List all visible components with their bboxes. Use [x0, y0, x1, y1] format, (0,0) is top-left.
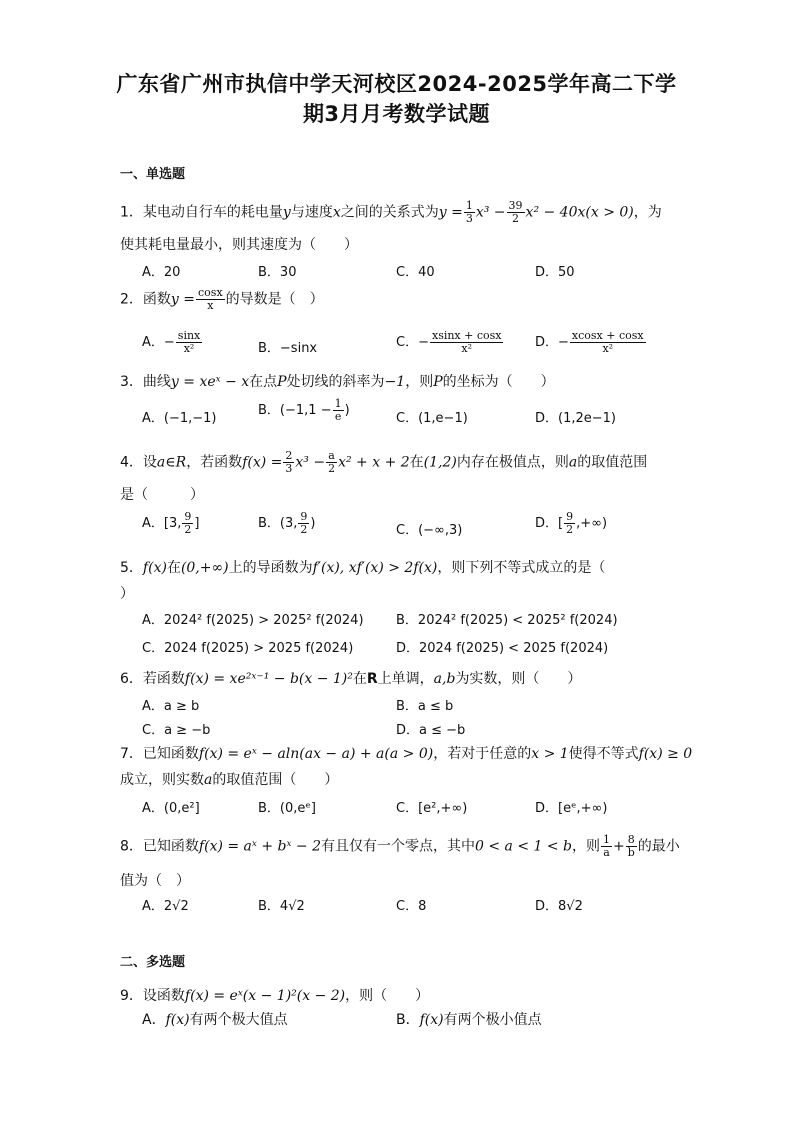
- q1-expr-a: y =: [438, 204, 463, 221]
- q3-option-a: A．(−1,−1): [142, 411, 217, 426]
- q1-option-d: D．50: [535, 265, 575, 280]
- q9-option-b: B．f(x)有两个极小值点: [396, 1012, 542, 1028]
- q4-text-post: 的取值范围: [577, 454, 648, 471]
- question-5-line-1: [120, 557, 605, 577]
- q4-fx: f(x) =: [242, 454, 283, 471]
- q5-option-d: D．2024 f(2025) < 2025 f(2024): [396, 641, 609, 656]
- q6-option-a: A．a ≥ b: [142, 699, 200, 714]
- q3-expr: y = xeˣ − x: [170, 374, 250, 390]
- q3-text-post: 的坐标为（ ）: [442, 374, 555, 390]
- q4-var-a: a: [568, 454, 578, 471]
- question-1-line-1: [120, 200, 662, 225]
- q4-option-c: C．(−∞,3): [396, 523, 463, 538]
- q6-text-mid: 在: [352, 671, 367, 687]
- q6-expr: f(x) = xe²ˣ⁻¹ − b(x − 1)²: [184, 671, 353, 687]
- q7-text-mid2: 使得不等式: [568, 746, 639, 762]
- question-9-line-1: [120, 985, 429, 1005]
- q2-expr: y =: [170, 291, 196, 308]
- q8-frac-1: $\frac{1}{a}$: [603, 833, 610, 859]
- q3-var-p: P: [277, 374, 287, 390]
- q9-expr: f(x) = eˣ(x − 1)²(x − 2): [184, 988, 346, 1004]
- q8-option-d: D．8√2: [535, 899, 583, 914]
- q1-text-mid: 与速度: [290, 204, 333, 221]
- q8-option-c: C．8: [396, 899, 427, 914]
- q6-text: 6．若函数: [120, 671, 185, 687]
- q6-option-b: B．a ≤ b: [396, 699, 454, 714]
- q7-option-c: C．[e²,+∞): [396, 801, 468, 816]
- q3-text-mid: 在点: [249, 374, 278, 390]
- q5-fx: f(x): [142, 560, 167, 576]
- q1-expr-c: x² − 40x(x > 0): [525, 204, 634, 221]
- question-8-line-2: 值为（ ）: [120, 873, 190, 889]
- question-8-line-1: [120, 834, 680, 859]
- question-1-line-2: 使其耗电量最小，则其速度为（ ）: [120, 237, 358, 253]
- q6-text-post: 为实数，则（ ）: [455, 671, 582, 687]
- q4-expr-b: x³ −: [295, 454, 326, 471]
- q5-option-a: A．2024² f(2025) > 2025² f(2024): [142, 613, 364, 628]
- q1-frac-2: $\frac{39}{2}$: [508, 199, 523, 225]
- question-2-line-1: [120, 287, 324, 312]
- q2-option-b: B．−sinx: [258, 341, 318, 356]
- q8-cond: 0 < a < 1 < b: [474, 838, 572, 855]
- q4-text: 4．设: [120, 454, 157, 471]
- question-5-line-2: ）: [120, 586, 134, 602]
- question-4-line-1: [120, 450, 647, 475]
- q2-text-post: 的导数是（ ）: [225, 291, 324, 308]
- q2-text: 2．函数: [120, 291, 171, 308]
- q8-option-a: A．2√2: [142, 899, 189, 914]
- q3-option-d: D．(1,2e−1): [535, 411, 616, 426]
- q6-option-c: C．a ≥ −b: [142, 723, 211, 738]
- q1-option-b: B．30: [258, 265, 297, 280]
- q3-slope: −1: [384, 374, 406, 390]
- q2-option-d: D．− $\frac{xcosx + \cos x}{\text{x²}}$: [535, 329, 644, 355]
- question-7-line-1: [120, 743, 692, 763]
- q1-option-c: C．40: [396, 265, 435, 280]
- q5-number: 5．: [120, 560, 143, 576]
- q7-text-line2: 成立，则实数: [120, 772, 204, 788]
- q7-option-d: D．[eᵉ,+∞): [535, 801, 608, 816]
- q1-text-post: ，为: [633, 204, 662, 221]
- q6-text-mid2: 上单调，: [377, 671, 434, 687]
- question-3-line-1: [120, 371, 555, 391]
- q2-option-a: A．− $\frac{\sin x}{\text{x²}}$: [142, 329, 201, 355]
- q5-option-b: B．2024² f(2025) < 2025² f(2024): [396, 613, 618, 628]
- q1-var-x: x: [332, 204, 341, 221]
- q7-text-line2-post: 的取值范围（ ）: [212, 772, 339, 788]
- q9-text-post: ，则（ ）: [345, 988, 430, 1004]
- section-heading-single-choice: 一、单选题: [120, 167, 186, 182]
- q7-var-a: a: [204, 772, 213, 788]
- title-line-2: 期3月月考数学试题: [302, 102, 491, 126]
- q8-text: 8．已知函数: [120, 838, 199, 855]
- q1-option-a: A．20: [142, 265, 181, 280]
- q4-option-a: A．[3, $\frac{9}{2}$ ]: [142, 510, 200, 536]
- q9-option-a: A．f(x)有两个极大值点: [142, 1012, 288, 1028]
- q5-text-mid2: 上的导函数为: [228, 560, 313, 576]
- q8-plus: +: [613, 838, 625, 855]
- q2-frac: $\frac{\cos x}{x}$: [198, 286, 223, 312]
- q8-text-mid: 有且仅有一个零点，其中: [320, 838, 475, 855]
- q3-text: 3．曲线: [120, 374, 171, 390]
- q7-text-mid: ，若对于任意的: [433, 746, 532, 762]
- q8-text-mid2: ，则: [572, 838, 600, 855]
- question-6-line-1: [120, 668, 581, 688]
- q1-text: 1．某电动自行车的耗电量: [120, 204, 283, 221]
- q6-option-d: D．a ≤ −b: [396, 723, 466, 738]
- q3-var-p2: P: [433, 374, 443, 390]
- q5-deriv: f′(x), xf′(x) > 2f(x): [312, 560, 438, 576]
- q5-interval: (0,+∞): [180, 560, 229, 576]
- q3-option-b: B．(−1,1 − $\frac{1}{e}$ ): [258, 397, 350, 423]
- q4-frac-2: $\frac{a}{2}$: [328, 449, 336, 475]
- q3-text-mid2: 处切线的斜率为: [286, 374, 385, 390]
- q4-text-mid: ，若函数: [186, 454, 243, 471]
- q4-cond: a∈R: [156, 454, 187, 471]
- q6-vars: a,b: [433, 671, 456, 687]
- q2-option-c: C．− $\frac{xsinx + \cos x}{\text{x²}}$: [396, 329, 502, 355]
- q5-option-c: C．2024 f(2025) > 2025 f(2024): [142, 641, 354, 656]
- q1-var-y: y: [282, 204, 291, 221]
- q5-text-post: ，则下列不等式成立的是（: [437, 560, 606, 576]
- section-heading-multiple-choice: 二、多选题: [120, 955, 186, 970]
- q4-option-b: B．(3, $\frac{9}{2}$ ): [258, 510, 316, 536]
- q4-frac-1: $\frac{2}{3}$: [285, 449, 293, 475]
- q8-expr: f(x) = aˣ + bˣ − 2: [198, 838, 321, 855]
- q1-frac-1: $\frac{1}{3}$: [465, 199, 473, 225]
- q8-option-b: B．4√2: [258, 899, 305, 914]
- q5-text-mid: 在: [166, 560, 181, 576]
- q4-interval: (1,2): [423, 454, 457, 471]
- q4-option-d: D．[ $\frac{9}{2}$ ,+∞): [535, 510, 608, 536]
- q1-text-mid2: 之间的关系式为: [340, 204, 439, 221]
- q7-ineq: f(x) ≥ 0: [638, 746, 693, 762]
- q7-option-b: B．(0,eᵉ]: [258, 801, 316, 816]
- q7-option-a: A．(0,e²]: [142, 801, 200, 816]
- q4-text-mid3: 内存在极值点，则: [456, 454, 569, 471]
- q9-text: 9．设函数: [120, 988, 185, 1004]
- q7-text: 7．已知函数: [120, 746, 199, 762]
- q6-real-set: R: [366, 671, 378, 687]
- q3-option-c: C．(1,e−1): [396, 411, 468, 426]
- question-7-line-2: [120, 769, 338, 789]
- question-4-line-2: 是（ ）: [120, 487, 204, 503]
- q4-text-mid2: 在: [409, 454, 424, 471]
- q1-expr-b: x³ −: [475, 204, 506, 221]
- q3-text-mid3: ，则: [405, 374, 434, 390]
- q7-expr: f(x) = eˣ − aln(ax − a) + a(a > 0): [198, 746, 434, 762]
- q7-cond: x > 1: [531, 746, 569, 762]
- q4-expr-c: x² + x + 2: [338, 454, 410, 471]
- q8-text-post: 的最小: [637, 838, 680, 855]
- title-line-1: 广东省广州市执信中学天河校区2024-2025学年高二下学: [116, 72, 677, 96]
- q8-frac-2: $\frac{8}{b}$: [627, 833, 635, 859]
